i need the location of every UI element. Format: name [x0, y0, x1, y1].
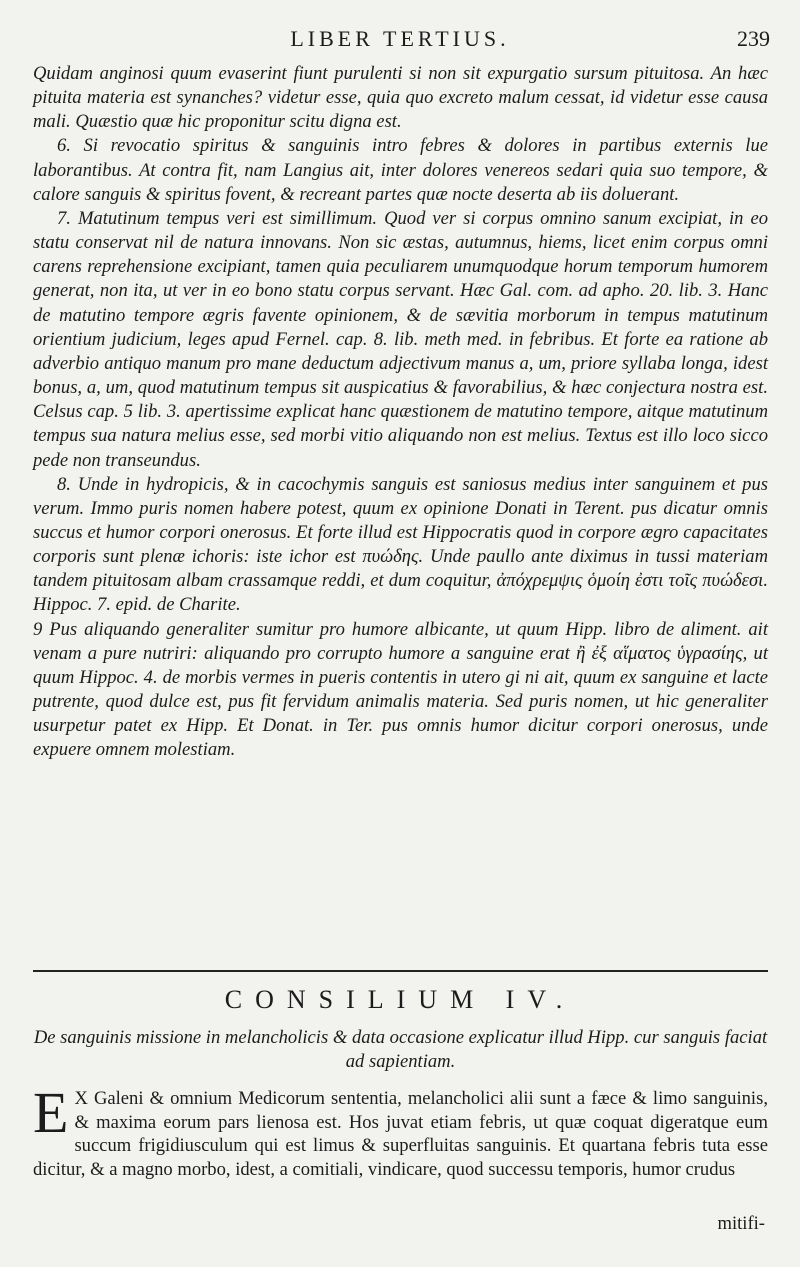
- catchword: mitifi-: [717, 1213, 765, 1234]
- body-text: [33, 62, 768, 763]
- section-divider: [33, 970, 768, 972]
- section-subtitle: De sanguinis missione in melancholicis & data occasione explicatur illud Hipp. cur sanguis faciat ad sapientiam.: [33, 1027, 768, 1072]
- paragraph-7: 7. Matutinum tempus veri est simillimum. Quod ver si corpus omnino sanum excipiat, in eo statu conservat nil de natura innovans. Non sic æstas, autumnus, hiems, licet enim corpus omni carens reprehensione excipiant, tamen quia peculiarem unumquodque horum temporum humorem generat, non ita, ut ver in eo bono statu corpus servant. Hæc Gal. com. ad apho. 20. lib. 3. Hanc de matutino tempore ægris favente opinionem, & de sævitia morborum in tempus matutinum orientium judicium, leges apud Fernel. cap. 8. lib. meth med. in febribus. Et forte ea ratione ab adverbio antiquo manum pro mane deductum adjectivum manus a, um, priore syllaba longa, idest bonus, a, um, quod matutinum tempus sit auspicatius & favorabilius, & hæc conjectura nostra est. Celsus cap. 5 lib. 3. apertissime explicat hanc quæstionem de matutino tempore, aitque matutinum tempus sua natura melius esse, sed morbi vitio aliquando non est melius. Textus est illo loco sicco pede non transeundus.: [33, 207, 768, 471]
- paragraph-9: 9 Pus aliquando generaliter sumitur pro humore albicante, ut quum Hipp. libro de aliment. ait venam a pure nutriri: aliquando pro corrupto humore a sanguine erat ἢ ἐξ αἵματος ὑγρασίης, ut quum Hippoc. 4. de morbis vermes in pueris contentis in utero gi ni ait, quum ex sanguine et lacte putrente, quod dulce est, pus fit fervidum animalis materia. Sed puris nomen, ut hic generaliter usurpetur patet ex Hipp. Et Donat. in Ter. pus omnis humor dicitur corpori onerosus, unde expuere omnem molestiam.: [33, 618, 768, 761]
- section-paragraph: [33, 1080, 768, 1181]
- running-title: LIBER TERTIUS.: [290, 26, 510, 51]
- section-title: CONSILIUM IV.: [224, 985, 576, 1014]
- paragraph-6: 6. Si revocatio spiritus & sanguinis intro febres & dolores in partibus externis lue laborantibus. At contra fit, nam Langius ait, inter dolores venereos sedari quia suo tempore, & calore sanguis & spiritus fovent, & recreant partes quæ nocte deserta ab iis doluerant.: [33, 135, 768, 205]
- paragraph-continuation: Quidam anginosi quum evaserint fiunt purulenti si non sit expurgatio sursum pituitosa. An hæc pituita materia est synanches? videtur esse, quia quo excreto malum cessat, id videtur esse causa mali. Quæstio quæ hic proponitur scitu digna est.: [33, 63, 768, 133]
- drop-cap: E: [33, 1080, 69, 1145]
- section-body: [33, 1080, 768, 1181]
- running-head: [0, 26, 800, 54]
- page-number: 239: [737, 26, 770, 51]
- section-text: X Galeni & omnium Medicorum sententia, melancholici alii sunt a fæce & limo sanguinis, & maxima eorum pars lienosa est. Hos juvat etiam febris, ut quæ coquat digeratque eum succum frigidiusculum qui est limus & superfluitas sanguinis. Et quartana febris tuta esse dicitur, & a magno morbo, idest, a comitiali, vindicare, quod successu temporis, humor crudus: [33, 1088, 768, 1180]
- paragraph-8: 8. Unde in hydropicis, & in cacochymis sanguis est saniosus medius inter sanguinem et pus verum. Immo puris nomen habere potest, quum ex opinione Donati in Terent. pus dicatur omnis succus et humor corpori onerosus. Et forte illud est Hippocratis quod in corpore ægro capacitates corporis sunt plenæ ichoris: iste ichor est πυώδης. Unde paullo ante diximus in tussi materiam tandem pituitosam albam crassamque reddi, et dum coquitur, ἀπόχρεμψις ὁμοίη ἐστι τοῖς πυώδεσι. Hippoc. 7. epid. de Charite.: [33, 473, 768, 616]
